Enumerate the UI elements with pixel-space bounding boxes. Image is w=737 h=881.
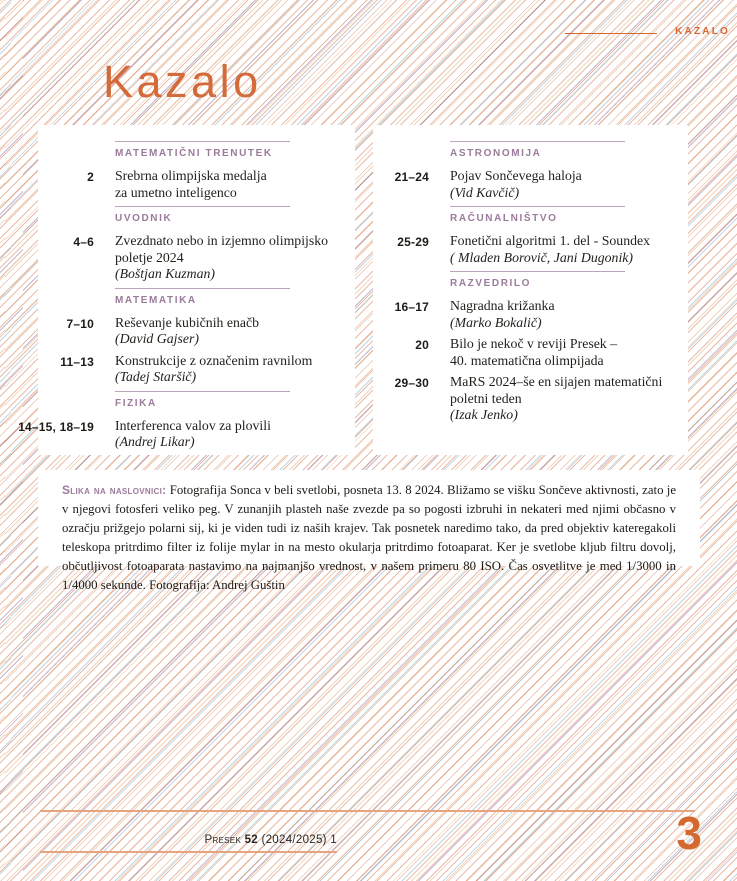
toc-entry-author: (Marko Bokalič) xyxy=(450,314,542,330)
toc-section-title: RAČUNALNIŠTVO xyxy=(450,213,558,224)
toc-section xyxy=(38,206,355,283)
toc-entry-title-line: Bilo je nekoč v reviji Presek – xyxy=(450,336,618,351)
toc-entry xyxy=(87,168,351,201)
toc-entry-title-line: 40. matematična olimpijada xyxy=(450,352,604,368)
toc-entry-pages: 21–24 xyxy=(394,170,429,184)
toc-entry xyxy=(394,374,684,424)
toc-entry-pages: 14–15, 18–19 xyxy=(18,419,94,434)
toc-entry xyxy=(415,336,684,369)
journal-volume: 52 xyxy=(244,834,258,846)
toc-entry-title-line: za umetno inteligenco xyxy=(115,184,237,200)
toc-entry-pages: 2 xyxy=(87,170,94,184)
section-rule xyxy=(115,288,290,289)
toc-entry-pages: 25-29 xyxy=(397,235,429,249)
toc-entry-author: (Izak Jenko) xyxy=(450,407,518,422)
journal-issue: (2024/2025) 1 xyxy=(261,834,337,846)
toc-right-panel xyxy=(373,125,688,455)
toc-section xyxy=(38,288,355,386)
page-title: Kazalo xyxy=(103,56,262,107)
cover-note-text: Fotografija Sonca v beli svetlobi, posneta 13. 8 2024. Bližamo se višku Sončeve aktivnosti, zato je v njegovi fotosferi veliko peg. V zunanjih plasteh naše zvezde pa so pogosti izbruhi in nekateri med njimi občasno v ozračju prižgejo polarni sij, ki je viden tudi iz naših krajev. Tak posnetek naredimo tako, da pred objektiv kateregakoli teleskopa pritrdimo filter iz folije mylar in na mesto okularja pritrdimo fotoaparat. Ker je svetlobe kljub filtru dovolj, občutljivost fotoaparata nastavimo na najmanjšo vrednost, v našem primeru 80 ISO. Čas osvetlitve je med 1/3000 in 1/4000 sekunde. Fotografija: Andrej Guštin xyxy=(62,483,676,592)
toc-section xyxy=(18,391,355,451)
cover-note-paragraph xyxy=(62,481,676,595)
toc-entry-author: (Andrej Likar) xyxy=(115,434,195,449)
toc-section-title: ASTRONOMIJA xyxy=(450,148,542,159)
page-number: 3 xyxy=(676,807,702,859)
toc-entry-author: (David Gajser) xyxy=(115,331,199,346)
section-rule xyxy=(450,271,625,272)
toc-section-title: FIZIKA xyxy=(115,397,157,409)
toc-entry-title-line: Fonetični algoritmi 1. del - Soundex xyxy=(450,233,651,248)
toc-entry-pages: 29–30 xyxy=(394,376,429,390)
toc-section-title: MATEMATIČNI TRENUTEK xyxy=(115,148,273,159)
toc-entry xyxy=(18,417,351,451)
toc-entry xyxy=(73,233,351,283)
toc-entry xyxy=(60,352,351,386)
toc-entry-title-line: Zvezdnato nebo in izjemno olimpijsko xyxy=(115,233,329,248)
section-rule xyxy=(115,391,290,392)
section-rule xyxy=(450,141,625,142)
toc-entry-title-line: MaRS 2024–še en sijajen matematični xyxy=(450,374,663,389)
toc-entry-title-line: Reševanje kubičnih enačb xyxy=(115,314,260,330)
header-rule xyxy=(565,33,657,34)
toc-entry-author: (Boštjan Kuzman) xyxy=(115,266,216,281)
toc-entry-author: (Tadej Staršič) xyxy=(115,369,197,384)
toc-entry-title-line: poletni teden xyxy=(450,390,522,406)
section-rule xyxy=(115,206,290,207)
toc-entry-title-line: Interferenca valov za plovili xyxy=(115,417,271,433)
toc-entry-title-line: Pojav Sončevega haloja xyxy=(450,168,582,183)
toc-section xyxy=(38,141,355,201)
toc-entry-title-line: Nagradna križanka xyxy=(450,298,555,313)
toc-entry xyxy=(66,314,351,348)
toc-section xyxy=(373,141,688,201)
footer-journal-line xyxy=(40,834,337,846)
section-rule xyxy=(115,141,290,142)
toc-entry xyxy=(397,233,684,266)
toc-section xyxy=(373,271,688,424)
toc-entry-pages: 7–10 xyxy=(66,316,94,331)
journal-name: Presek xyxy=(204,834,242,846)
toc-entry-pages: 20 xyxy=(415,338,429,352)
toc-section-title: UVODNIK xyxy=(115,213,173,224)
toc-entry-author: (Vid Kavčič) xyxy=(450,184,520,200)
toc-entry-author: ( Mladen Borovič, Jani Dugonik) xyxy=(450,249,634,265)
toc-entry-pages: 4–6 xyxy=(73,235,94,249)
running-head: KAZALO xyxy=(675,26,730,37)
toc-entry xyxy=(394,298,684,331)
cover-note-label: Slika na naslovnici: xyxy=(62,483,167,497)
cover-note-panel xyxy=(38,470,700,592)
toc-entry-title-line: Konstrukcije z označenim ravnilom xyxy=(115,352,313,368)
toc-entry-title-line: poletje 2024 xyxy=(115,249,184,265)
toc-left-panel xyxy=(18,125,355,455)
footer-top-rule xyxy=(40,810,695,812)
toc-section xyxy=(373,206,688,266)
toc-entry-title-line: Srebrna olimpijska medalja xyxy=(115,168,267,183)
toc-section-title: MATEMATIKA xyxy=(115,294,197,306)
toc-entry-pages: 11–13 xyxy=(60,354,94,369)
toc-entry xyxy=(394,168,684,201)
toc-entry-pages: 16–17 xyxy=(394,300,429,314)
toc-section-title: RAZVEDRILO xyxy=(450,278,531,289)
section-rule xyxy=(450,206,625,207)
footer-underline-rule xyxy=(40,851,337,853)
